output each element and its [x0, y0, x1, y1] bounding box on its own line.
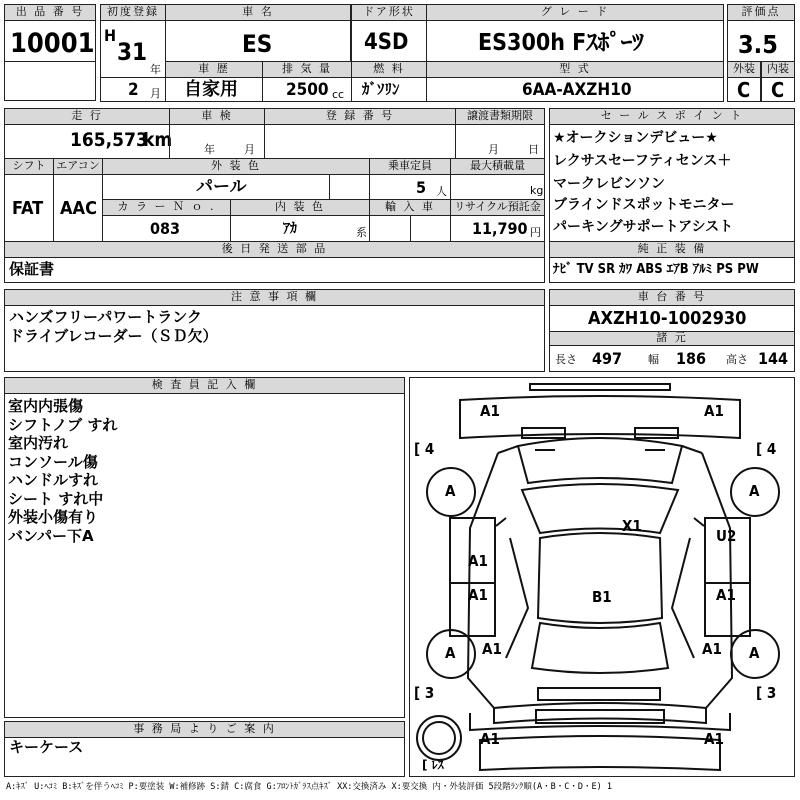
inspection-month-unit: 月: [244, 143, 255, 156]
int-color: ｱｶ: [283, 221, 297, 237]
inspector-line: 室内汚れ: [8, 434, 69, 452]
max-load-label: 最大積載量: [450, 158, 545, 175]
damage-front-left: A1: [480, 402, 500, 420]
era-letter: H: [104, 26, 117, 45]
inspector-notes: [8, 395, 117, 543]
reg-year-unit: 年: [150, 63, 161, 76]
model-code: 6AA-AXZH10: [522, 80, 632, 100]
chassis-number: AXZH10-1002930: [588, 308, 747, 329]
sales-points-label: セ ー ル ス ポ イ ン ト: [549, 108, 795, 125]
office-text: キーケース: [9, 738, 84, 756]
transfer-day-unit: 日: [528, 143, 539, 156]
transfer-label: 譲渡書類期限: [455, 108, 545, 125]
spare-tire-value: ﾚｽ: [431, 758, 444, 772]
displacement-label: 排 気 量: [262, 61, 352, 78]
damage-fender-left: A1: [468, 552, 488, 570]
notes-label: 注 意 事 項 欄: [4, 289, 545, 306]
int-color-label: 内 装 色: [230, 199, 370, 216]
color-no-label: カ ラ ー Ｎ ｏ .: [102, 199, 231, 216]
exterior-label: 外装: [727, 61, 761, 78]
tire-count-fr: [ 4: [756, 440, 777, 458]
displacement: 2500: [286, 80, 329, 100]
notes-line-1: ハンズフリーパワートランク: [9, 308, 202, 326]
inspector-line: 外装小傷有り: [8, 508, 99, 526]
wheel-rl-grade: A: [445, 644, 456, 662]
later-parts: 保証書: [9, 260, 55, 278]
reg-no-cell: [264, 124, 456, 159]
sales-point-5: パーキングサポートアシスト: [553, 219, 734, 235]
damage-diagram: [409, 377, 795, 777]
tire-count-fl: [ 4: [414, 440, 435, 458]
grade: ES300h Fｽﾎﾟｰﾂ: [478, 30, 644, 56]
transfer-month-unit: 月: [488, 143, 499, 156]
equipment-label: 純 正 装 備: [549, 241, 795, 258]
capacity-unit: 人: [436, 185, 447, 198]
chassis-label: 車 台 番 号: [549, 289, 795, 306]
height-label: 高さ: [726, 353, 748, 366]
color: パール: [196, 177, 247, 197]
length-label: 長さ: [555, 353, 577, 366]
car-name: ES: [242, 30, 273, 58]
grade-label: グ レ ー ド: [426, 4, 724, 21]
ac: AAC: [60, 198, 97, 219]
inspector-line: 室内内張傷: [8, 397, 84, 415]
inspector-line: シート すれ中: [8, 489, 104, 508]
recycle: 11,790: [472, 219, 528, 238]
wheel-fr-grade: A: [749, 482, 760, 500]
fuel-label: 燃 料: [351, 61, 427, 78]
damage-door-right: A1: [716, 586, 736, 604]
reg-no-label: 登 録 番 号: [264, 108, 456, 125]
int-color-cell: [230, 215, 370, 242]
lot-spacer: [4, 61, 96, 101]
damage-rear-left: A1: [480, 730, 500, 748]
wheel-rr-grade: A: [749, 644, 760, 662]
lot-no-label: 出 品 番 号: [4, 4, 96, 21]
capacity-label: 乗車定員: [369, 158, 451, 175]
history-label: 車 歴: [165, 61, 263, 78]
legend: A:ｷｽﾞ U:ﾍｺﾐ B:ｷｽﾞを伴うﾍｺﾐ P:要塗装 W:補修跡 S:錆 C:腐食 G:ﾌﾛﾝﾄｶﾞﾗｽ点ｷｽﾞ XX:交換済み X:要交換 内・外装評価 5段階ﾗﾝｸ順(A・B・C・D・E) 1: [6, 782, 612, 792]
door-label: ドア形状: [351, 4, 427, 21]
inspector-line: コンソール傷: [8, 452, 98, 471]
width: 186: [676, 349, 707, 368]
damage-rear-right-upper: A1: [702, 640, 722, 658]
damage-hood: X1: [622, 517, 642, 535]
tire-count-rr-value: 3: [766, 684, 777, 702]
spec-label: 諸 元: [549, 331, 795, 346]
tire-count-fr-value: 4: [766, 440, 777, 458]
inspection-label: 車 検: [169, 108, 265, 125]
reg-year: 31: [117, 38, 148, 66]
sales-point-1: ★オークションデビュー★: [553, 130, 718, 146]
length: 497: [592, 349, 623, 368]
sales-point-2: レクサスセーフティセンス＋: [553, 153, 732, 169]
interior-grade: C: [771, 78, 785, 102]
shift: FAT: [12, 198, 44, 219]
int-color-unit: 系: [356, 226, 367, 239]
damage-rear-right: A1: [704, 730, 724, 748]
first-reg-label: 初度登録: [100, 4, 166, 21]
damage-front-right: A1: [704, 402, 724, 420]
max-load-unit: kg: [530, 184, 544, 197]
shift-label: シフト: [4, 158, 54, 175]
later-parts-label: 後 日 発 送 部 品: [4, 241, 545, 258]
car-name-label: 車 名: [165, 4, 351, 21]
damage-rear-left-upper: A1: [482, 640, 502, 658]
score: 3.5: [738, 30, 778, 59]
mileage: 165,573: [70, 129, 148, 151]
reg-month: 2: [128, 80, 139, 100]
office-label: 事 務 局 よ り ご 案 内: [4, 721, 405, 738]
recycle-label: リサイクル預託金: [450, 199, 545, 216]
history: 自家用: [184, 79, 238, 100]
later-parts-cell: [4, 257, 545, 283]
notes-line-2: ドライブレコーダー（ＳＤ欠）: [9, 327, 218, 345]
damage-roof: B1: [592, 588, 612, 606]
mileage-label: 走 行: [4, 108, 170, 125]
recycle-unit: 円: [530, 226, 541, 239]
import-label: 輸 入 車: [369, 199, 451, 216]
spare-tire-label: [ ﾚｽ: [422, 758, 444, 772]
interior-label: 内装: [761, 61, 795, 78]
color-divider: [329, 174, 370, 200]
inspector-label: 検 査 員 記 入 欄: [4, 377, 405, 394]
sales-point-3: マークレビンソン: [553, 176, 665, 192]
score-label: 評価点: [727, 4, 795, 21]
ac-label: エアコン: [53, 158, 103, 175]
tire-count-rr: [ 3: [756, 684, 777, 702]
damage-fender-right: U2: [716, 527, 737, 545]
equipment: ﾅﾋﾞ TV SR ｶﾜ ABS ｴｱB ｱﾙﾐ PS PW: [553, 262, 759, 277]
width-label: 幅: [648, 353, 659, 366]
sales-point-4: ブラインドスポットモニター: [553, 197, 735, 213]
inspection-year-unit: 年: [204, 143, 215, 156]
inspector-line: シフトノブ すれ: [8, 415, 118, 434]
tire-count-fl-value: 4: [424, 440, 435, 458]
mileage-unit: km: [143, 129, 173, 151]
damage-door-left: A1: [468, 586, 488, 604]
color-label: 外 装 色: [102, 158, 370, 175]
tire-count-rl-value: 3: [424, 684, 435, 702]
import-divider: [410, 215, 451, 242]
height: 144: [758, 349, 789, 368]
displacement-unit: cc: [332, 88, 345, 101]
reg-month-unit: 月: [150, 87, 161, 100]
inspector-line: ハンドルすれ: [8, 471, 99, 489]
capacity: 5: [416, 178, 427, 197]
tire-count-rl: [ 3: [414, 684, 435, 702]
exterior-grade: C: [737, 78, 751, 102]
door-type: 4SD: [364, 30, 409, 55]
lot-number: 10001: [10, 28, 95, 59]
inspector-line: バンパー下A: [8, 526, 94, 545]
fuel: ｶﾞｿﾘﾝ: [362, 80, 400, 98]
color-no: 083: [150, 219, 181, 238]
model-code-label: 型 式: [426, 61, 724, 78]
wheel-fl-grade: A: [445, 482, 456, 500]
